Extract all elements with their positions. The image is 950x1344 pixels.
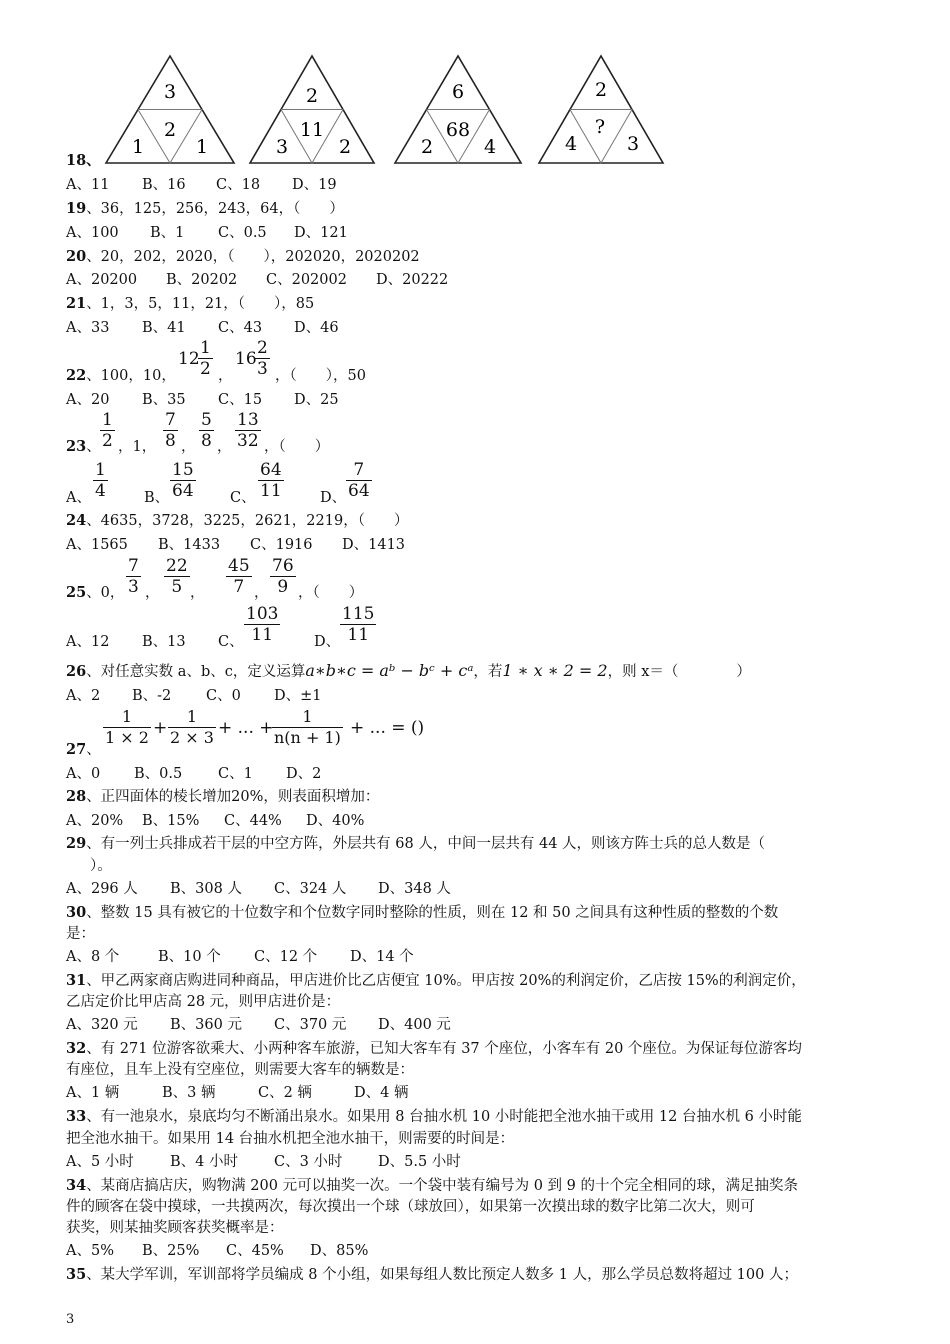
q23-option-c-label: C、	[230, 490, 256, 506]
q30-question	[66, 904, 778, 922]
q26-question	[66, 662, 751, 681]
q18-options	[66, 176, 337, 194]
q33-options	[66, 1153, 461, 1171]
triangle-4-center: ?	[594, 116, 606, 138]
q31-text: 、甲乙两家商店购进同种商品，甲店进价比乙店便宜 10%。甲店按 20%的利润定价，乙店按 15%的利润定价，	[86, 973, 806, 989]
option-a: A、296 人	[66, 881, 138, 897]
q20-number: 20	[66, 248, 87, 265]
q23-sep: 、	[86, 439, 101, 455]
triangle-3	[395, 56, 521, 163]
comma: ，	[145, 585, 160, 601]
q25-option-c-fraction: $\frac{103}{11}$	[246, 604, 279, 645]
option-b: B、1433	[158, 537, 221, 553]
option-a: A、320 元	[66, 1017, 138, 1033]
triangle-1-left: 1	[131, 136, 145, 158]
triangle-2-center: 11	[299, 119, 325, 141]
option-b: B、20202	[166, 272, 238, 288]
option-d: D、46	[294, 320, 339, 336]
q21-question	[66, 295, 314, 313]
option-c: C、43	[218, 320, 263, 336]
page-number: 3	[66, 1312, 75, 1327]
option-d: D、121	[294, 225, 348, 241]
triangle-4-top: 2	[594, 79, 608, 101]
q29-question	[66, 835, 765, 853]
option-a: A、100	[66, 225, 119, 241]
q34-options	[66, 1242, 368, 1260]
triangle-3-center: 68	[445, 119, 471, 141]
triangle-3-right: 4	[483, 136, 497, 158]
q33-number: 33	[66, 1108, 87, 1125]
option-c: C、0.5	[218, 225, 267, 241]
q34-text-cont: 件的顾客在袋中摸球，一共摸两次，每次摸出一个球（球放回），如果第一次摸出球的数字比第二次大，则可	[66, 1199, 755, 1215]
q20-question	[66, 248, 420, 266]
q29-number: 29	[66, 835, 87, 852]
triangle-2-top: 2	[305, 85, 319, 107]
q28-number: 28	[66, 788, 87, 805]
option-b: B、0.5	[134, 766, 183, 782]
option-a: A、20200	[66, 272, 138, 288]
q19-number: 19	[66, 200, 87, 217]
q27-question-start	[66, 741, 101, 759]
q23-number: 23	[66, 438, 87, 455]
q19-text: 、36，125，256，243，64，（ ）	[86, 201, 344, 217]
q27-ellipsis: + ... +	[218, 718, 274, 738]
q20-text: 、20，202，2020，（ ），202020，2020202	[86, 249, 420, 265]
triangle-1-center: 2	[163, 119, 177, 141]
q23-fraction-4: $\frac{13}{32}$	[237, 410, 259, 451]
q21-number: 21	[66, 295, 87, 312]
option-a: A、33	[66, 320, 110, 336]
triangle-1	[106, 56, 234, 163]
q30-number: 30	[66, 904, 87, 921]
option-b: B、10 个	[158, 949, 221, 965]
option-b: B、16	[142, 177, 186, 193]
q31-question	[66, 972, 806, 990]
option-a: A、11	[66, 177, 110, 193]
q24-text: 、4635，3728，3225，2621，2219，（ ）	[86, 513, 409, 529]
q25-fraction-4: $\frac{76}{9}$	[272, 556, 294, 597]
option-b: B、35	[142, 392, 186, 408]
q24-question	[66, 512, 408, 530]
q28-options	[66, 812, 364, 830]
option-b: B、360 元	[170, 1017, 242, 1033]
option-b: B、-2	[132, 688, 172, 704]
q33-question	[66, 1108, 802, 1126]
triangle-2-right: 2	[338, 136, 352, 158]
q32-question	[66, 1040, 802, 1058]
option-c: C、12 个	[254, 949, 318, 965]
option-a: A、20	[66, 392, 110, 408]
q22-question-start	[66, 367, 176, 385]
triangle-1-right: 1	[195, 136, 209, 158]
q25-text: 、0，	[86, 585, 125, 601]
triangle-2	[250, 56, 374, 163]
q20-options	[66, 271, 448, 289]
q25-option-c-label: C、	[218, 634, 244, 650]
q22-mixed1-whole: 12	[178, 349, 200, 369]
option-c: C、370 元	[274, 1017, 347, 1033]
option-c: C、324 人	[274, 881, 347, 897]
q25-question-start	[66, 584, 124, 602]
option-d: D、400 元	[378, 1017, 451, 1033]
q27-number: 27	[66, 741, 87, 758]
q27-options	[66, 765, 321, 783]
q35-text: 、某大学军训，军训部将学员编成 8 个小组，如果每组人数比预定人数多 1 人，那么学员总数将超过 100 人；	[86, 1267, 798, 1283]
q35-number: 35	[66, 1266, 87, 1283]
q25-option-a: A、12	[66, 634, 110, 650]
option-c: C、44%	[224, 813, 282, 829]
option-d: D、20222	[376, 272, 449, 288]
q30-text: 、整数 15 具有被它的十位数字和个位数字同时整除的性质，则在 12 和 50 之间具有这种性质的整数的个数	[86, 905, 779, 921]
option-c: C、0	[206, 688, 241, 704]
q23-fraction-3: $\frac{5}{8}$	[201, 410, 212, 451]
option-c: C、1	[218, 766, 253, 782]
triangle-4	[539, 56, 663, 163]
option-c: C、2 辆	[258, 1085, 312, 1101]
q23-option-d-label: D、	[320, 490, 347, 506]
q23-one: ，1，	[118, 439, 157, 455]
q23-option-a-label: A、	[66, 490, 91, 506]
q23-option-b-fraction: $\frac{15}{64}$	[172, 460, 194, 501]
q25-option-b: B、13	[142, 634, 186, 650]
comma: ，	[190, 585, 205, 601]
q26-text-mid: ，若	[473, 664, 503, 680]
option-d: D、40%	[306, 813, 365, 829]
q31-options	[66, 1016, 451, 1034]
q19-options	[66, 224, 348, 242]
q21-text: 、1，3，5，11，21，（ ），85	[86, 296, 315, 312]
q23-question-start	[66, 438, 101, 456]
q25-fraction-3: $\frac{45}{7}$	[228, 556, 250, 597]
option-a: A、1 辆	[66, 1085, 120, 1101]
option-d: D、19	[292, 177, 337, 193]
option-d: D、5.5 小时	[378, 1154, 461, 1170]
q22-text: 、100，10，	[86, 368, 176, 384]
comma: ，	[218, 368, 233, 384]
q34-text: 、某商店搞店庆，购物满 200 元可以抽奖一次。一个袋中装有编号为 0 到 9 的十个完全相同的球，满足抽奖条	[86, 1178, 798, 1194]
q30-text-cont: 是：	[66, 926, 95, 942]
option-c: C、18	[216, 177, 261, 193]
option-d: D、14 个	[350, 949, 414, 965]
q30-options	[66, 948, 414, 966]
q22-text-end: ，（ ），50	[275, 368, 366, 384]
q32-options	[66, 1084, 408, 1102]
q31-number: 31	[66, 972, 87, 989]
option-c: C、3 小时	[274, 1154, 343, 1170]
option-c: C、15	[218, 392, 263, 408]
q35-question	[66, 1266, 798, 1284]
q24-number: 24	[66, 512, 87, 529]
q29-text-cont: ）。	[90, 858, 112, 874]
q26-text-end: ，则 x＝（ ）	[607, 664, 751, 680]
q23-option-c-fraction: $\frac{64}{11}$	[260, 460, 282, 501]
triangle-2-left: 3	[275, 136, 289, 158]
option-a: A、8 个	[66, 949, 120, 965]
triangle-3-top: 6	[451, 81, 465, 103]
q27-plus: +	[153, 718, 168, 738]
q25-text-end: ，（ ）	[298, 585, 364, 601]
option-b: B、25%	[142, 1243, 200, 1259]
option-d: D、85%	[310, 1243, 369, 1259]
option-a: A、0	[66, 766, 101, 782]
q29-options	[66, 880, 451, 898]
q23-option-a-fraction: $\frac{1}{4}$	[95, 460, 106, 501]
option-d: D、2	[286, 766, 322, 782]
q25-option-d-label: D、	[314, 634, 341, 650]
option-b: B、4 小时	[170, 1154, 238, 1170]
triangle-1-top: 3	[163, 81, 177, 103]
q23-fraction-1: $\frac{1}{2}$	[102, 410, 113, 451]
option-b: B、1	[150, 225, 185, 241]
option-b: B、15%	[142, 813, 200, 829]
q29-text: 、有一列士兵排成若干层的中空方阵，外层共有 68 人，中间一层共有 44 人，则该方阵士兵的总人数是（	[86, 836, 766, 852]
q22-number: 22	[66, 367, 87, 384]
q23-text-end: ，（ ）	[264, 439, 330, 455]
option-c: C、45%	[226, 1243, 284, 1259]
option-d: D、348 人	[378, 881, 451, 897]
option-a: A、2	[66, 688, 101, 704]
option-d: D、4 辆	[354, 1085, 409, 1101]
option-a: A、1565	[66, 537, 128, 553]
q21-options	[66, 319, 339, 337]
q27-term-1: $\frac{1}{1 \times 2}$	[105, 707, 149, 747]
q19-question	[66, 200, 344, 218]
q32-text-cont: 有座位，且车上没有空座位，则需要大客车的辆数是：	[66, 1062, 414, 1078]
q23-option-b-label: B、	[144, 490, 170, 506]
q22-mixed2-whole: 16	[235, 349, 257, 369]
q27-tail: + ... = ()	[350, 718, 425, 738]
q26-number: 26	[66, 663, 87, 680]
q26-options	[66, 687, 322, 705]
q28-text: 、正四面体的棱长增加20%，则表面积增加：	[86, 789, 380, 805]
q25-fraction-2: $\frac{22}{5}$	[166, 556, 188, 597]
q18-number: 18、	[66, 152, 101, 169]
q32-number: 32	[66, 1040, 87, 1057]
option-a: A、5 小时	[66, 1154, 134, 1170]
q34-number: 34	[66, 1177, 87, 1194]
q22-mixed2-fraction: $\frac{2}{3}$	[257, 338, 268, 379]
q23-fraction-2: $\frac{7}{8}$	[165, 410, 176, 451]
q28-question	[66, 788, 379, 806]
triangle-3-left: 2	[420, 136, 434, 158]
option-d: D、±1	[274, 688, 322, 704]
option-b: B、3 辆	[162, 1085, 216, 1101]
q25-number: 25	[66, 584, 87, 601]
comma: ，	[254, 585, 269, 601]
option-b: B、308 人	[170, 881, 242, 897]
q26-text: 、对任意实数 a、b、c，定义运算	[86, 664, 306, 680]
q25-option-d-fraction: $\frac{115}{11}$	[342, 604, 375, 645]
triangle-puzzle-figure	[0, 40, 950, 170]
q31-text-cont: 乙店定价比甲店高 28 元，则甲店进价是：	[66, 994, 341, 1010]
q27-term-n: $\frac{1}{n(n + 1)}$	[274, 707, 341, 747]
comma: ，	[181, 439, 196, 455]
q27-term-2: $\frac{1}{2 \times 3}$	[170, 707, 214, 747]
option-c: C、1916	[250, 537, 313, 553]
q22-mixed1-fraction: $\frac{1}{2}$	[200, 338, 211, 379]
q26-formula-equation: 1 ∗ x ∗ 2 = 2	[502, 661, 608, 680]
q32-text: 、有 271 位游客欲乘大、小两种客车旅游，已知大客车有 37 个座位，小客车有 20 个座位。为保证每位游客均	[86, 1041, 802, 1057]
q34-question	[66, 1177, 798, 1195]
option-c: C、202002	[266, 272, 347, 288]
option-a: A、20%	[66, 813, 124, 829]
triangle-4-right: 3	[626, 133, 640, 155]
option-a: A、5%	[66, 1243, 114, 1259]
q25-fraction-1: $\frac{7}{3}$	[128, 556, 139, 597]
q24-options	[66, 536, 405, 554]
q22-options	[66, 391, 339, 409]
option-d: D、1413	[342, 537, 406, 553]
q33-text: 、有一池泉水，泉底均匀不断涌出泉水。如果用 8 台抽水机 10 小时能把全池水抽干或用 12 台抽水机 6 小时能	[86, 1109, 802, 1125]
q34-text-cont2: 获奖，则某抽奖顾客获奖概率是：	[66, 1220, 284, 1236]
q27-sep: 、	[86, 742, 101, 758]
q23-option-d-fraction: $\frac{7}{64}$	[348, 460, 370, 501]
q26-formula-operation: a∗b∗c = aᵇ − bᶜ + cᵃ	[305, 661, 474, 680]
comma: ，	[217, 439, 232, 455]
q33-text-cont: 把全池水抽干。如果用 14 台抽水机把全池水抽干，则需要的时间是：	[66, 1131, 515, 1147]
option-b: B、41	[142, 320, 186, 336]
option-d: D、25	[294, 392, 339, 408]
triangle-4-left: 4	[564, 133, 578, 155]
